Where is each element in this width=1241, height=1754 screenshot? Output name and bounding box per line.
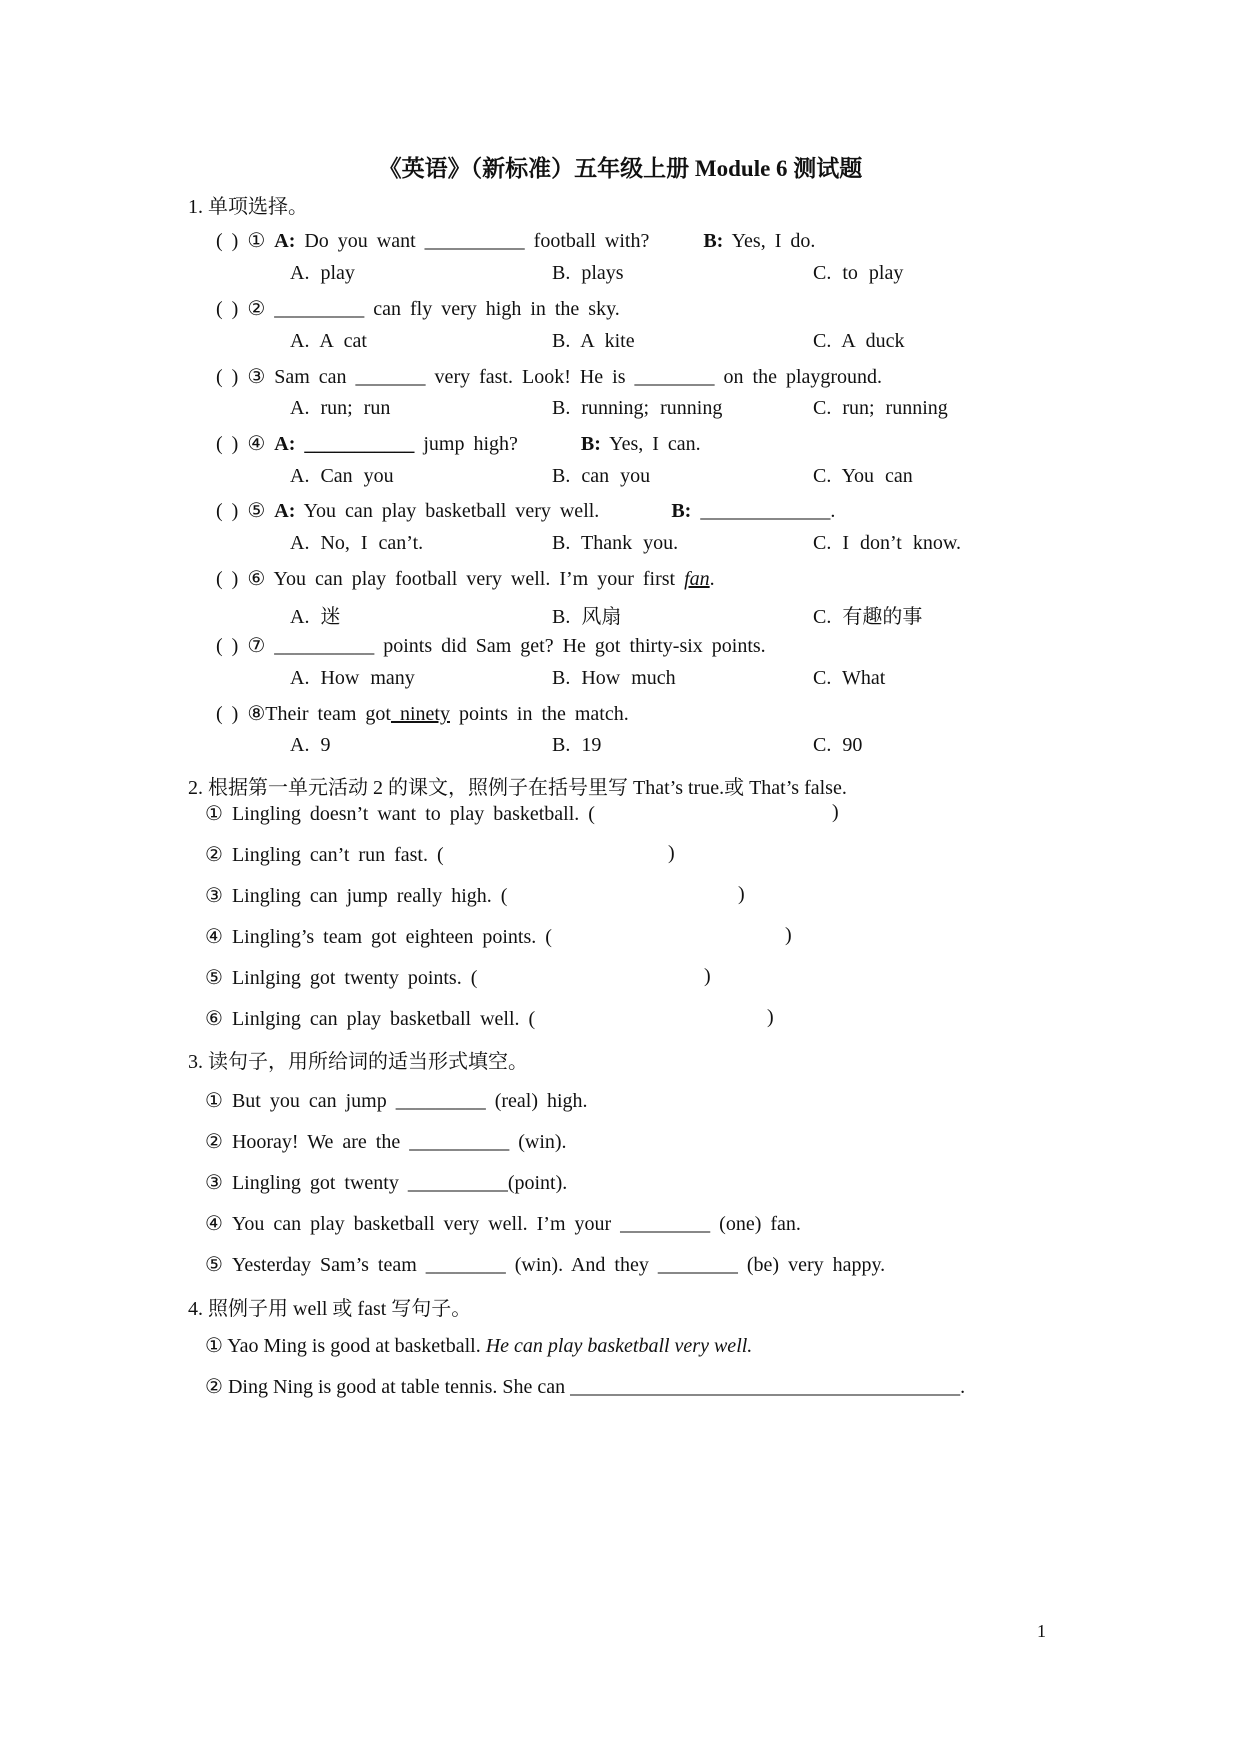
option-c: C. run; running [813,397,948,419]
list-item: ① Yao Ming is good at basketball. He can play basketball very well. [205,1335,753,1357]
list-item: ③ Lingling can jump really high. ( ) [205,883,745,907]
question-4: ( ) ④ A: ___________ jump high? B: Yes, I can. [216,433,701,455]
option-c: C. 有趣的事 [813,606,923,628]
list-item: ② Ding Ning is good at table tennis. She can _______________________________________. [205,1376,966,1398]
list-item: ① But you can jump _________ (real) high. [205,1090,588,1112]
question-5: ( ) ⑤ A: You can play basketball very well. B: _____________. [216,500,836,522]
option-c: C. A duck [813,330,905,352]
option-b: B. A kite [552,330,635,352]
underlined-word: ninety [390,703,450,725]
option-a: A. No, I can’t. [290,532,424,554]
list-item: ③ Lingling got twenty __________(point). [205,1172,568,1194]
question-6: ( ) ⑥ You can play football very well. I’m your first fan. [216,568,715,590]
option-c: C. 90 [813,734,863,756]
list-item: ④ You can play basketball very well. I’m your _________ (one) fan. [205,1213,801,1235]
list-item: ② Hooray! We are the __________ (win). [205,1131,567,1153]
option-a: A. run; run [290,397,391,419]
option-b: B. Thank you. [552,532,679,554]
option-a: A. How many [290,667,415,689]
option-a: A. 迷 [290,606,341,628]
option-b: B. running; running [552,397,723,419]
section-2-heading: 2. 根据第一单元活动 2 的课文，照例子在括号里写 That’s true.或 That’s false. [188,777,847,799]
list-item: ⑤ Yesterday Sam’s team ________ (win). And they ________ (be) very happy. [205,1254,886,1276]
emphasized-word: fan [684,568,710,590]
option-c: C. I don’t know. [813,532,961,554]
question-1: ( ) ① A: Do you want __________ football with? B: Yes, I do. [216,230,816,252]
question-3: ( ) ③ Sam can _______ very fast. Look! He is ________ on the playground. [216,366,883,388]
option-a: A. Can you [290,465,394,487]
option-a: A. A cat [290,330,367,352]
question-2: ( ) ② _________ can fly very high in the sky. [216,298,620,320]
list-item: ⑤ Linlging got twenty points. ( ) [205,965,711,989]
option-c: C. What [813,667,886,689]
page-number: 1 [1037,1621,1046,1641]
question-8: ( ) ⑧Their team got ninety points in the match. [216,703,629,725]
section-1-heading: 1. 单项选择。 [188,196,308,218]
list-item: ④ Lingling’s team got eighteen points. ( ) [205,924,792,948]
section-3-heading: 3. 读句子，用所给词的适当形式填空。 [188,1051,528,1073]
question-7: ( ) ⑦ __________ points did Sam get? He got thirty-six points. [216,635,766,657]
option-b: B. can you [552,465,651,487]
example-answer: He can play basketball very well. [485,1335,753,1357]
option-a: A. 9 [290,734,331,756]
list-item: ① Lingling doesn’t want to play basketball. ( ) [205,801,839,825]
page-title: 《英语》（新标准）五年级上册 Module 6 测试题 [378,156,863,181]
option-c: C. to play [813,262,904,284]
list-item: ⑥ Linlging can play basketball well. ( ) [205,1006,774,1030]
option-b: B. 风扇 [552,606,622,628]
option-b: B. plays [552,262,624,284]
section-4-heading: 4. 照例子用 well 或 fast 写句子。 [188,1298,472,1320]
option-c: C. You can [813,465,913,487]
option-b: B. 19 [552,734,602,756]
option-a: A. play [290,262,355,284]
list-item: ② Lingling can’t run fast. ( ) [205,842,675,866]
option-b: B. How much [552,667,676,689]
